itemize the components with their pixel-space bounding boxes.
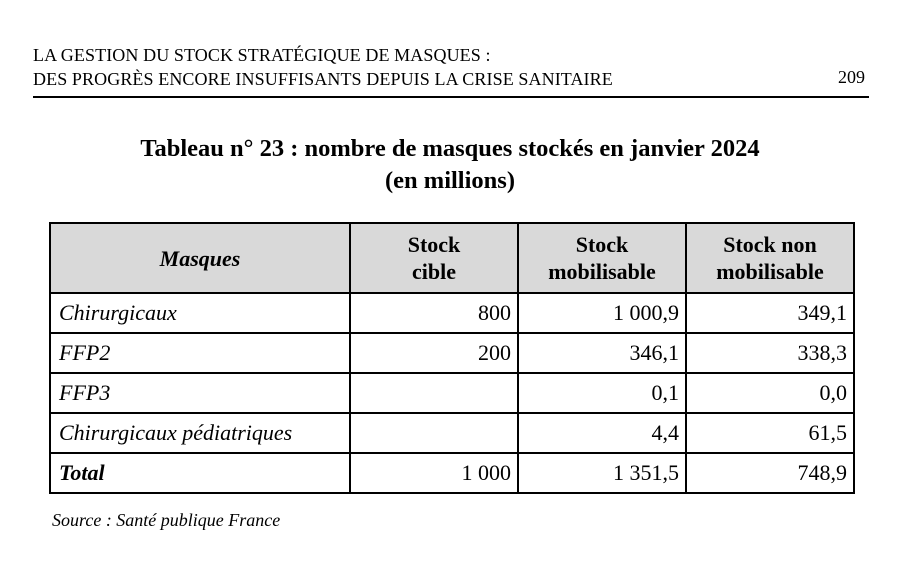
total-stock-non-mobilisable-cell: 748,9 [686,453,854,493]
column-header-stock-non-mobilisable [686,223,854,293]
column-header-masques-text: Masques [159,245,241,271]
column-header-stock-cible-line-2: cible [412,259,456,284]
total-label-cell: Total [50,453,350,493]
table-row [50,293,854,333]
stock-mobilisable-cell: 1 000,9 [518,293,686,333]
table-title-line-2: (en millions) [385,167,515,194]
stock-cible-cell: 200 [350,333,518,373]
stock-non-mobilisable-cell: 61,5 [686,413,854,453]
table-row [50,333,854,373]
stock-cible-cell: 800 [350,293,518,333]
table-row [50,413,854,453]
stock-mobilisable-cell: 346,1 [518,333,686,373]
row-label-cell: Chirurgicaux [50,293,350,333]
stock-non-mobilisable-cell: 338,3 [686,333,854,373]
page-number: 209 [838,67,865,87]
page-header [33,44,869,98]
table-total-row [50,453,854,493]
column-header-masques [50,223,350,293]
column-header-stock-cible [350,223,518,293]
stock-cible-cell [350,413,518,453]
total-stock-cible-cell: 1 000 [350,453,518,493]
stock-mobilisable-cell: 4,4 [518,413,686,453]
table-title-line-1: Tableau n° 23 : nombre de masques stockés en janvier 2024 [140,135,760,162]
stock-non-mobilisable-cell: 349,1 [686,293,854,333]
column-header-stock-non-mobilisable-line-2: mobilisable [716,259,824,284]
row-label-cell: FFP3 [50,373,350,413]
column-header-stock-mobilisable-line-1: Stock [575,232,629,257]
row-label-cell: FFP2 [50,333,350,373]
stock-non-mobilisable-cell: 0,0 [686,373,854,413]
column-header-stock-non-mobilisable-line-1: Stock non [723,232,817,257]
masks-stock-table [49,222,855,494]
table-title [0,133,900,197]
stock-mobilisable-cell: 0,1 [518,373,686,413]
column-header-stock-mobilisable-line-2: mobilisable [548,259,656,284]
table-header-row [50,223,854,293]
header-title-line-2: DES PROGRÈS ENCORE INSUFFISANTS DEPUIS LA CRISE SANITAIRE [33,69,613,89]
header-title-line-1: LA GESTION DU STOCK STRATÉGIQUE DE MASQUES : [33,45,491,65]
column-header-stock-cible-line-1: Stock [407,232,461,257]
column-header-stock-mobilisable [518,223,686,293]
source-note: Source : Santé publique France [52,510,281,530]
total-stock-mobilisable-cell: 1 351,5 [518,453,686,493]
table-row [50,373,854,413]
row-label-cell: Chirurgicaux pédiatriques [50,413,350,453]
stock-cible-cell [350,373,518,413]
